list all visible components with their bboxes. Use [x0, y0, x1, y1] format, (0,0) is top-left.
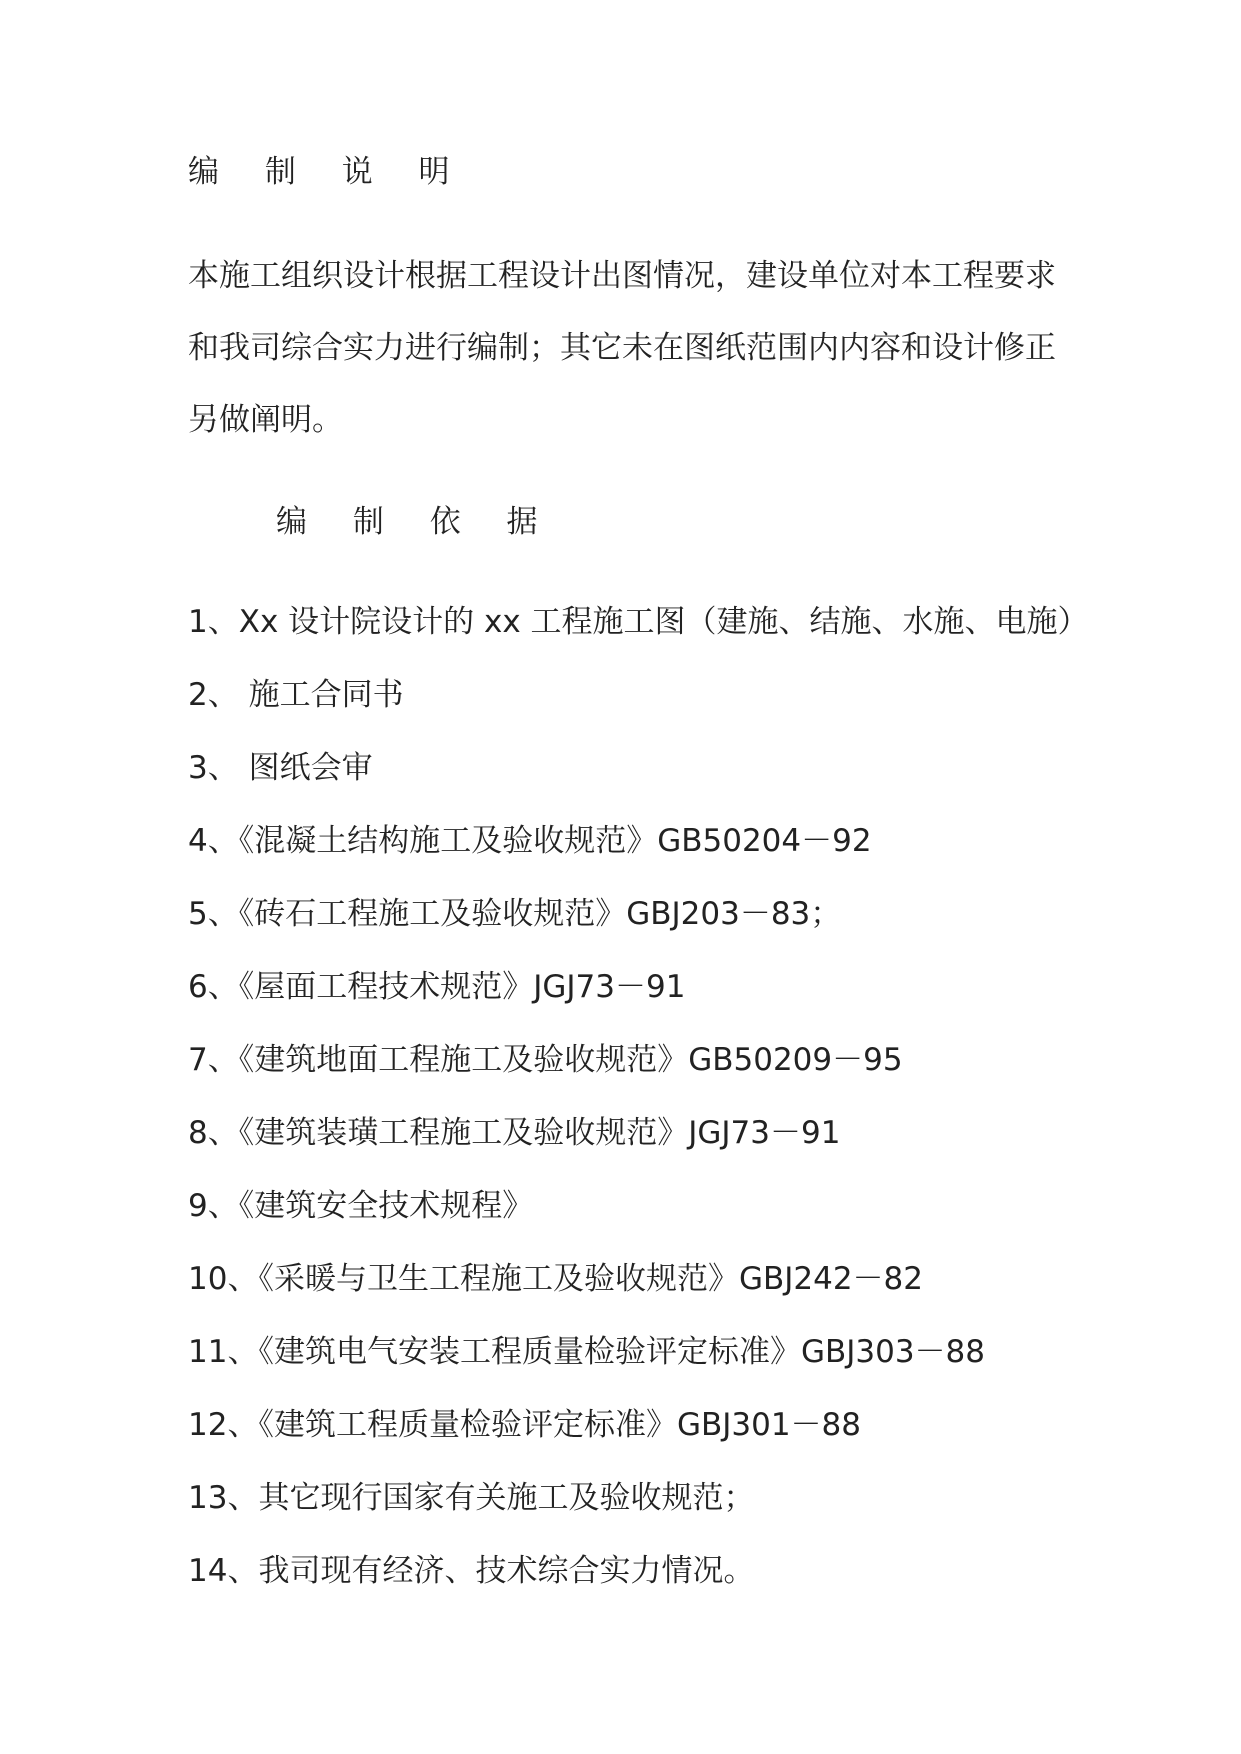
list-item: 10、《采暖与卫生工程施工及验收规范》GBJ242－82	[188, 1261, 923, 1297]
list-item: 11、《建筑电气安装工程质量检验评定标准》GBJ303－88	[188, 1334, 985, 1370]
list-item: 5、《砖石工程施工及验收规范》GBJ203－83；	[188, 896, 842, 932]
list-item: 6、《屋面工程技术规范》JGJ73－91	[188, 969, 686, 1005]
list-item: 2、 施工合同书	[188, 677, 404, 713]
basis-list	[188, 602, 1089, 1624]
list-item: 4、《混凝土结构施工及验收规范》GB50204－92	[188, 823, 872, 859]
list-item: 12、《建筑工程质量检验评定标准》GBJ301－88	[188, 1407, 861, 1443]
section-heading-compilation-notes: 编 制 说 明	[188, 154, 468, 190]
paragraph-line: 另做阐明。	[188, 402, 343, 438]
section-heading-compilation-basis: 编 制 依 据	[276, 504, 556, 540]
list-item: 9、《建筑安全技术规程》	[188, 1188, 534, 1224]
paragraph-line: 本施工组织设计根据工程设计出图情况，建设单位对本工程要求	[188, 258, 1056, 294]
paragraph-line: 和我司综合实力进行编制；其它未在图纸范围内内容和设计修正	[188, 330, 1056, 366]
list-item: 1、Xx 设计院设计的 xx 工程施工图（建施、结施、水施、电施）	[188, 604, 1089, 640]
list-item: 7、《建筑地面工程施工及验收规范》GB50209－95	[188, 1042, 903, 1078]
list-item: 8、《建筑装璜工程施工及验收规范》JGJ73－91	[188, 1115, 841, 1151]
list-item: 3、 图纸会审	[188, 750, 373, 786]
list-item: 14、我司现有经济、技术综合实力情况。	[188, 1553, 755, 1589]
list-item: 13、其它现行国家有关施工及验收规范；	[188, 1480, 755, 1516]
